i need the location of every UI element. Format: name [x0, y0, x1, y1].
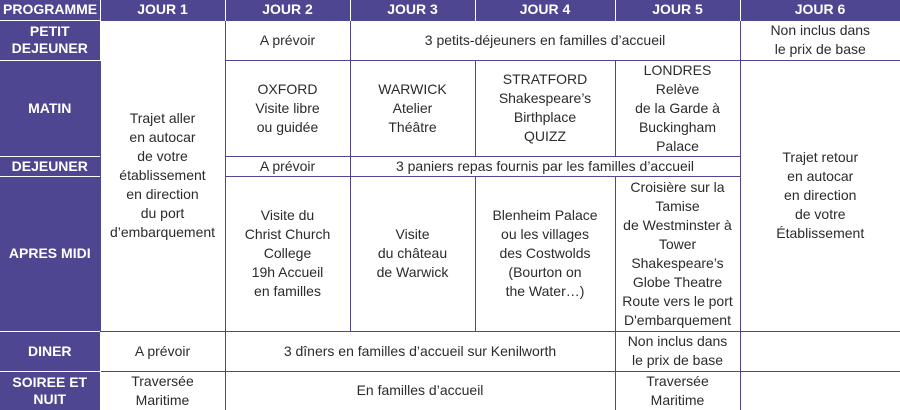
header-row [0, 0, 900, 20]
header-jour-1: JOUR 1 [100, 0, 225, 20]
cell-dejeuner-jour2: A prévoir [225, 156, 350, 176]
header-jour-4: JOUR 4 [475, 0, 615, 20]
cell-jour1-trajet-aller: Trajet aller en autocar de votre établissement en direction du port d’embarquement [100, 20, 225, 331]
row-label-diner: DINER [0, 331, 100, 371]
header-jour-2: JOUR 2 [225, 0, 350, 20]
header-jour-6: JOUR 6 [740, 0, 900, 20]
cell-soiree-jour5: Traversée Maritime [615, 371, 740, 410]
cell-matin-jour5: LONDRES Relève de la Garde à Buckingham Palace [615, 60, 740, 156]
cell-soiree-jour2-4: En familles d’accueil [225, 371, 615, 410]
cell-jour6-trajet-retour: Trajet retour en autocar en direction de votre Établissement [740, 60, 900, 331]
cell-matin-jour4: STRATFORD Shakespeare’s Birthplace QUIZZ [475, 60, 615, 156]
row-label-petit-dejeuner: PETIT DEJEUNER [0, 20, 100, 60]
cell-soiree-jour1: Traversée Maritime [100, 371, 225, 410]
cell-diner-jour2-4: 3 dîners en familles d’accueil sur Kenilworth [225, 331, 615, 371]
cell-apres-midi-jour5: Croisière sur la Tamise de Westminster à Tower Shakespeare’s Globe Theatre Route vers le port D'embarquement [615, 176, 740, 331]
row-soiree [0, 371, 900, 410]
cell-apres-midi-jour3: Visite du château de Warwick [350, 176, 475, 331]
header-jour-5: JOUR 5 [615, 0, 740, 20]
header-programme: PROGRAMME [0, 0, 100, 20]
cell-matin-jour2: OXFORD Visite libre ou guidée [225, 60, 350, 156]
cell-apres-midi-jour4: Blenheim Palace ou les villages des Costwolds (Bourton on the Water…) [475, 176, 615, 331]
cell-soiree-jour6 [740, 371, 900, 410]
row-label-apres-midi: APRES MIDI [0, 176, 100, 331]
cell-petit-dejeuner-jour3-5: 3 petits-déjeuners en familles d’accueil [350, 20, 740, 60]
row-label-dejeuner: DEJEUNER [0, 156, 100, 176]
cell-dejeuner-jour3-5: 3 paniers repas fournis par les familles d’accueil [350, 156, 740, 176]
row-petit-dejeuner [0, 20, 900, 60]
cell-petit-dejeuner-jour6: Non inclus dans le prix de base [740, 20, 900, 60]
cell-matin-jour3: WARWICK Atelier Théâtre [350, 60, 475, 156]
header-jour-3: JOUR 3 [350, 0, 475, 20]
cell-petit-dejeuner-jour2: A prévoir [225, 20, 350, 60]
row-label-matin: MATIN [0, 60, 100, 156]
cell-diner-jour1: A prévoir [100, 331, 225, 371]
row-diner [0, 331, 900, 371]
cell-diner-jour5: Non inclus dans le prix de base [615, 331, 740, 371]
cell-diner-jour6 [740, 331, 900, 371]
cell-apres-midi-jour2: Visite du Christ Church College 19h Accueil en familles [225, 176, 350, 331]
row-label-soiree: SOIREE ET NUIT [0, 371, 100, 410]
